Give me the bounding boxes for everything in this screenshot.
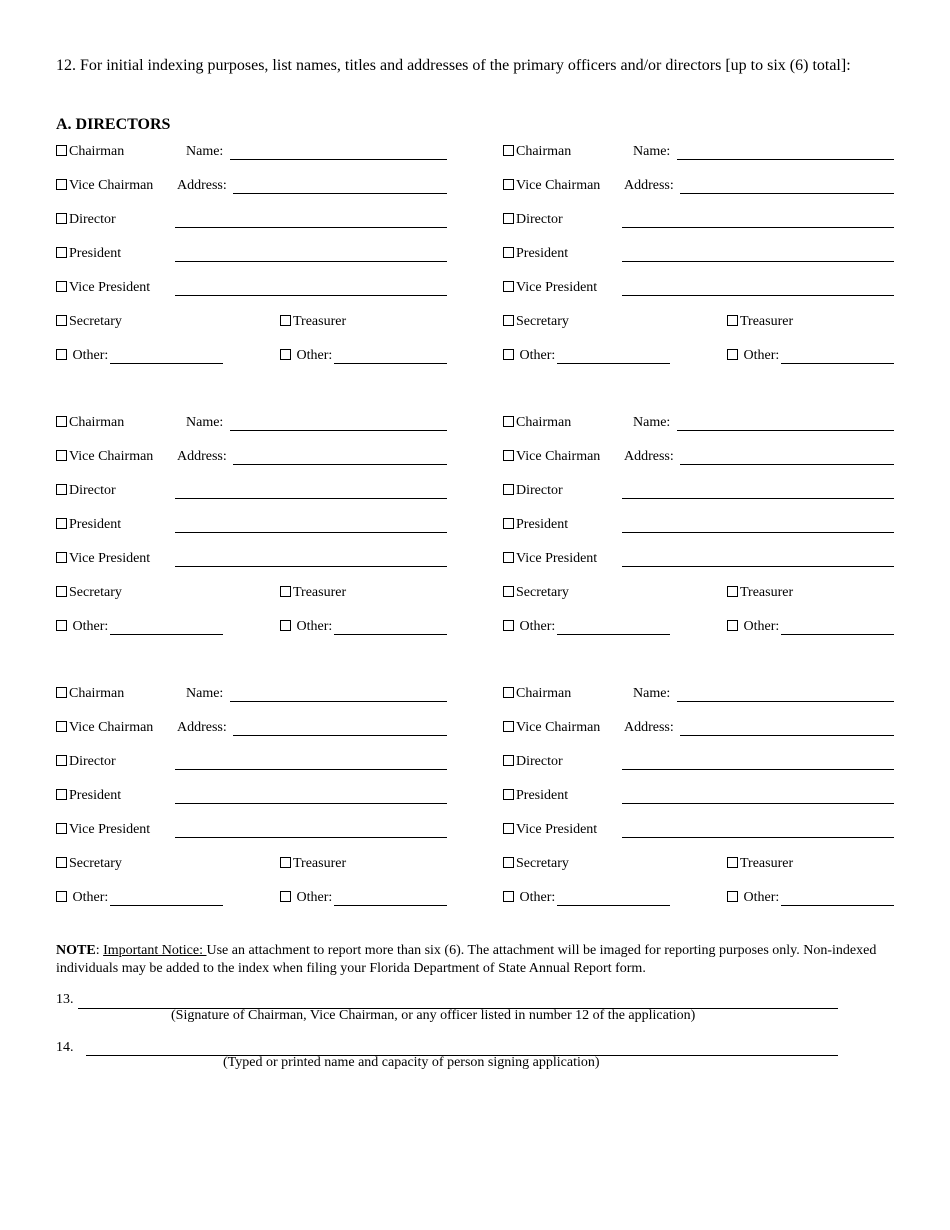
secretary-checkbox[interactable] [503,314,569,330]
president-checkbox[interactable] [56,517,121,533]
president-label: President [516,517,569,532]
president-checkbox-box[interactable] [503,789,514,800]
other-left-checkbox-box[interactable] [56,349,67,360]
director-checkbox-box[interactable] [56,213,67,224]
director-label: Director [69,754,116,769]
vice-president-checkbox-box[interactable] [503,281,514,292]
president-label: President [516,788,569,803]
chairman-checkbox-box[interactable] [503,145,514,156]
officer-block-2 [503,144,895,374]
president-checkbox-box[interactable] [56,518,67,529]
other-right-checkbox-box[interactable] [280,891,291,902]
other-right-checkbox[interactable] [727,619,779,635]
treasurer-checkbox[interactable] [727,314,793,330]
other-right-checkbox[interactable] [280,348,332,364]
director-checkbox-box[interactable] [503,484,514,495]
address-line-3[interactable] [175,261,447,262]
director-checkbox[interactable] [503,483,563,499]
treasurer-label: Treasurer [740,856,794,871]
other-right-checkbox[interactable] [280,619,332,635]
chairman-label: Chairman [516,144,572,159]
other-left-checkbox[interactable] [56,890,108,906]
section-title-directors: A. DIRECTORS [56,116,171,133]
address-line-4[interactable] [622,295,894,296]
other-right-checkbox-box[interactable] [727,891,738,902]
president-checkbox[interactable] [503,788,568,804]
address-line-2[interactable] [622,498,894,499]
chairman-label: Chairman [69,415,125,430]
director-checkbox[interactable] [56,483,116,499]
secretary-label: Secretary [516,314,569,329]
address-label: Address: [624,178,674,193]
important-notice [56,942,906,978]
other-left-label: Other: [519,619,556,634]
president-checkbox-box[interactable] [503,518,514,529]
secretary-label: Secretary [516,585,569,600]
treasurer-label: Treasurer [293,585,347,600]
other-right-label: Other: [296,890,333,905]
name-field[interactable] [677,430,894,431]
other-left-field[interactable] [110,905,223,906]
name-label: Name: [633,686,671,701]
name-field[interactable] [230,159,447,160]
secretary-checkbox-box[interactable] [503,857,514,868]
officer-block-4 [503,415,895,645]
treasurer-checkbox-box[interactable] [280,857,291,868]
treasurer-label: Treasurer [740,314,794,329]
vice-chairman-checkbox-box[interactable] [56,721,67,732]
president-checkbox-box[interactable] [56,789,67,800]
name-label: Name: [633,144,671,159]
vice-chairman-checkbox[interactable] [503,449,600,465]
vice-chairman-checkbox[interactable] [503,178,600,194]
chairman-checkbox[interactable] [503,144,571,160]
other-right-label: Other: [296,348,333,363]
other-left-field[interactable] [557,634,670,635]
vice-president-checkbox[interactable] [503,822,597,838]
chairman-label: Chairman [516,415,572,430]
president-checkbox[interactable] [56,788,121,804]
other-right-field[interactable] [334,363,447,364]
president-checkbox[interactable] [503,517,568,533]
other-left-label: Other: [72,348,109,363]
name-label: Name: [186,144,224,159]
other-left-field[interactable] [110,363,223,364]
secretary-checkbox-box[interactable] [56,315,67,326]
officer-block-3 [56,415,448,645]
president-checkbox-box[interactable] [503,247,514,258]
other-left-checkbox[interactable] [503,890,555,906]
vice-president-label: Vice President [69,822,151,837]
officer-block-6 [503,686,895,916]
president-checkbox-box[interactable] [56,247,67,258]
vice-president-checkbox-box[interactable] [503,552,514,563]
secretary-checkbox-box[interactable] [503,586,514,597]
name-field[interactable] [230,701,447,702]
address-label: Address: [177,449,227,464]
address-field[interactable] [233,193,447,194]
secretary-checkbox[interactable] [56,585,122,601]
other-left-label: Other: [72,619,109,634]
other-left-field[interactable] [110,634,223,635]
name-field[interactable] [677,701,894,702]
secretary-label: Secretary [516,856,569,871]
treasurer-checkbox-box[interactable] [727,315,738,326]
address-line-3[interactable] [622,803,894,804]
address-line-3[interactable] [622,261,894,262]
vice-chairman-checkbox-box[interactable] [503,721,514,732]
vice-president-checkbox-box[interactable] [503,823,514,834]
other-left-checkbox-box[interactable] [503,891,514,902]
note-label: NOTE [56,943,96,958]
president-label: President [69,517,122,532]
item-12-instructions: 12. For initial indexing purposes, list names, titles and addresses of the primary officers and/or directors [up to six (6) total]: [56,57,851,74]
chairman-checkbox[interactable] [56,686,124,702]
officer-block-1 [56,144,448,374]
treasurer-label: Treasurer [740,585,794,600]
president-label: President [69,788,122,803]
secretary-checkbox[interactable] [503,856,569,872]
address-line-3[interactable] [175,803,447,804]
secretary-label: Secretary [69,585,122,600]
address-line-4[interactable] [175,295,447,296]
treasurer-checkbox[interactable] [727,856,793,872]
other-right-checkbox[interactable] [727,348,779,364]
director-label: Director [516,212,563,227]
vice-chairman-label: Vice Chairman [69,449,154,464]
vice-chairman-checkbox[interactable] [56,720,153,736]
address-label: Address: [624,720,674,735]
other-left-checkbox[interactable] [56,348,108,364]
director-checkbox-box[interactable] [56,755,67,766]
vice-chairman-label: Vice Chairman [69,178,154,193]
director-checkbox-box[interactable] [503,755,514,766]
secretary-checkbox[interactable] [503,585,569,601]
other-right-checkbox-box[interactable] [727,620,738,631]
address-field[interactable] [680,464,894,465]
address-line-2[interactable] [622,227,894,228]
director-checkbox[interactable] [503,212,563,228]
secretary-checkbox-box[interactable] [56,857,67,868]
other-left-checkbox-box[interactable] [503,620,514,631]
president-checkbox[interactable] [503,246,568,262]
treasurer-checkbox[interactable] [280,856,346,872]
other-left-checkbox[interactable] [56,619,108,635]
other-left-label: Other: [72,890,109,905]
vice-president-label: Vice President [69,280,151,295]
vice-president-checkbox[interactable] [503,551,597,567]
other-right-label: Other: [743,890,780,905]
treasurer-checkbox[interactable] [280,314,346,330]
address-line-3[interactable] [175,532,447,533]
director-label: Director [69,212,116,227]
address-line-2[interactable] [175,227,447,228]
address-label: Address: [177,178,227,193]
secretary-label: Secretary [69,856,122,871]
other-right-label: Other: [743,619,780,634]
treasurer-checkbox[interactable] [280,585,346,601]
treasurer-checkbox-box[interactable] [727,857,738,868]
item-14-number: 14. [56,1040,74,1055]
vice-chairman-checkbox-box[interactable] [56,179,67,190]
vice-chairman-label: Vice Chairman [516,720,601,735]
item-13-number: 13. [56,992,74,1007]
treasurer-checkbox-box[interactable] [280,315,291,326]
treasurer-label: Treasurer [293,314,347,329]
name-label: Name: [633,415,671,430]
other-left-field[interactable] [557,363,670,364]
chairman-checkbox-box[interactable] [56,416,67,427]
name-label: Name: [186,415,224,430]
secretary-checkbox-box[interactable] [56,586,67,597]
note-colon: : [95,943,104,958]
other-left-checkbox[interactable] [503,348,555,364]
vice-president-label: Vice President [516,280,598,295]
other-right-field[interactable] [781,905,894,906]
vice-chairman-label: Vice Chairman [516,178,601,193]
officer-block-5 [56,686,448,916]
address-line-2[interactable] [175,769,447,770]
vice-president-checkbox[interactable] [503,280,597,296]
other-right-field[interactable] [781,363,894,364]
other-left-checkbox-box[interactable] [503,349,514,360]
address-field[interactable] [680,193,894,194]
vice-chairman-checkbox[interactable] [56,178,153,194]
other-right-field[interactable] [334,905,447,906]
director-checkbox-box[interactable] [56,484,67,495]
secretary-label: Secretary [69,314,122,329]
treasurer-checkbox[interactable] [727,585,793,601]
note-important-notice: Important Notice: [103,943,207,958]
other-right-checkbox-box[interactable] [727,349,738,360]
chairman-label: Chairman [69,144,125,159]
treasurer-label: Treasurer [293,856,347,871]
secretary-checkbox[interactable] [56,856,122,872]
vice-president-checkbox[interactable] [56,280,150,296]
address-label: Address: [624,449,674,464]
other-right-field[interactable] [334,634,447,635]
other-left-checkbox[interactable] [503,619,555,635]
address-field[interactable] [680,735,894,736]
director-checkbox[interactable] [503,754,563,770]
chairman-checkbox[interactable] [56,415,124,431]
vice-president-checkbox-box[interactable] [56,281,67,292]
director-label: Director [69,483,116,498]
treasurer-checkbox-box[interactable] [280,586,291,597]
address-line-3[interactable] [622,532,894,533]
address-line-4[interactable] [622,837,894,838]
chairman-checkbox-box[interactable] [503,687,514,698]
vice-chairman-label: Vice Chairman [69,720,154,735]
vice-president-checkbox-box[interactable] [56,552,67,563]
chairman-checkbox[interactable] [503,415,571,431]
chairman-checkbox-box[interactable] [503,416,514,427]
vice-chairman-checkbox[interactable] [503,720,600,736]
signature-caption: (Signature of Chairman, Vice Chairman, or any officer listed in number 12 of the application) [171,1008,696,1023]
address-line-2[interactable] [622,769,894,770]
address-line-4[interactable] [622,566,894,567]
director-checkbox-box[interactable] [503,213,514,224]
vice-chairman-checkbox-box[interactable] [503,450,514,461]
secretary-checkbox[interactable] [56,314,122,330]
president-label: President [69,246,122,261]
other-left-checkbox-box[interactable] [56,891,67,902]
address-line-4[interactable] [175,566,447,567]
president-label: President [516,246,569,261]
chairman-checkbox-box[interactable] [56,145,67,156]
chairman-label: Chairman [69,686,125,701]
other-left-checkbox-box[interactable] [56,620,67,631]
other-right-label: Other: [296,619,333,634]
name-label: Name: [186,686,224,701]
other-left-label: Other: [519,348,556,363]
vice-president-label: Vice President [69,551,151,566]
other-right-checkbox[interactable] [727,890,779,906]
vice-president-label: Vice President [516,822,598,837]
other-right-checkbox-box[interactable] [280,620,291,631]
chairman-checkbox[interactable] [56,144,124,160]
other-right-field[interactable] [781,634,894,635]
president-checkbox[interactable] [56,246,121,262]
other-left-field[interactable] [557,905,670,906]
name-field[interactable] [677,159,894,160]
secretary-checkbox-box[interactable] [503,315,514,326]
vice-president-checkbox-box[interactable] [56,823,67,834]
vice-chairman-checkbox-box[interactable] [503,179,514,190]
vice-president-label: Vice President [516,551,598,566]
vice-president-checkbox[interactable] [56,551,150,567]
address-field[interactable] [233,464,447,465]
other-left-label: Other: [519,890,556,905]
chairman-checkbox[interactable] [503,686,571,702]
director-checkbox[interactable] [56,754,116,770]
vice-chairman-checkbox-box[interactable] [56,450,67,461]
address-line-4[interactable] [175,837,447,838]
vice-chairman-label: Vice Chairman [516,449,601,464]
director-label: Director [516,754,563,769]
other-right-checkbox-box[interactable] [280,349,291,360]
chairman-label: Chairman [516,686,572,701]
other-right-checkbox[interactable] [280,890,332,906]
other-right-label: Other: [743,348,780,363]
director-label: Director [516,483,563,498]
director-checkbox[interactable] [56,212,116,228]
treasurer-checkbox-box[interactable] [727,586,738,597]
address-label: Address: [177,720,227,735]
chairman-checkbox-box[interactable] [56,687,67,698]
vice-president-checkbox[interactable] [56,822,150,838]
address-line-2[interactable] [175,498,447,499]
note-text: Use an attachment to report more than six (6). The attachment will be imaged for reporting purposes only. Non-indexed individuals may be added to the index when filing your Florida Department of State Annual Report form. [56,943,877,976]
vice-chairman-checkbox[interactable] [56,449,153,465]
printed-name-caption: (Typed or printed name and capacity of person signing application) [223,1055,600,1070]
address-field[interactable] [233,735,447,736]
name-field[interactable] [230,430,447,431]
